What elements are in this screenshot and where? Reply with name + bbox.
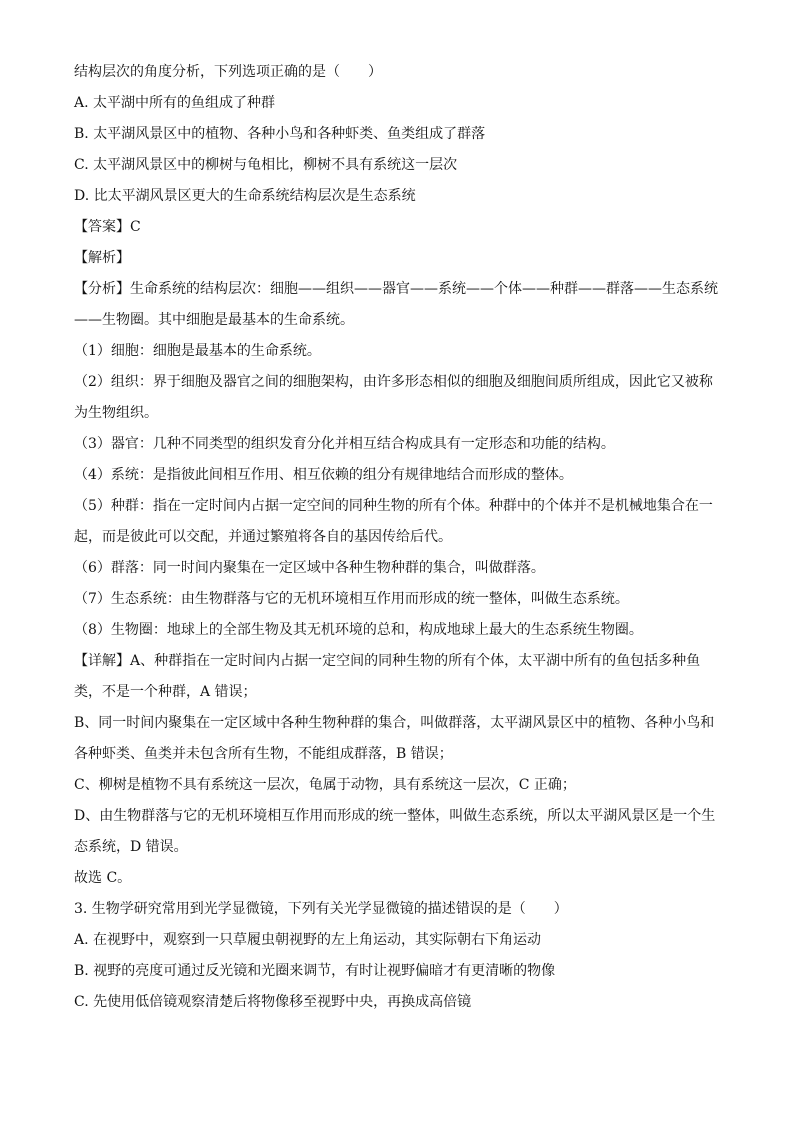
level-line: 起，而是彼此可以交配，并通过繁殖将各自的基因传给后代。 — [74, 529, 452, 545]
q3-option-b: B. 视野的亮度可通过反光镜和光圈来调节，有时让视野偏暗才有更清晰的物像 — [74, 963, 556, 979]
q3-option-a: A. 在视野中，观察到一只草履虫朝视野的左上角运动，其实际朝右下角运动 — [74, 932, 542, 948]
q3-stem: 3. 生物学研究常用到光学显微镜，下列有关光学显微镜的描述错误的是（ ） — [74, 901, 568, 917]
q2-level-6 — [74, 558, 720, 578]
q2-option-b: B. 太平湖风景区中的植物、各种小鸟和各种虾类、鱼类组成了群落 — [74, 126, 486, 142]
q2-detail-a — [74, 651, 720, 702]
level-line: 为生物组织。 — [74, 405, 158, 421]
detail-line: 类，不是一个种群，A 错误； — [74, 684, 257, 700]
detail-line: 【详解】A、种群指在一定时间内占据一定空间的同种生物的所有个体，太平湖中所有的鱼包括多种鱼 — [74, 653, 701, 669]
q2-conclusion: 故选 C。 — [74, 870, 132, 886]
document-page — [74, 62, 720, 1023]
q2-analysis-label: 【解析】 — [74, 250, 130, 266]
level-line: （5）种群：指在一定时间内占据一定空间的同种生物的所有个体。种群中的个体并不是机械地集合在一 — [74, 498, 713, 514]
detail-line: B、同一时间内聚集在一定区域中各种生物种群的集合，叫做群落，太平湖风景区中的植物、各种小鸟和 — [74, 715, 715, 731]
q2-detail-b — [74, 713, 720, 764]
q2-option-d: D. 比太平湖风景区更大的生命系统结构层次是生态系统 — [74, 188, 416, 204]
q2-detail-c — [74, 775, 720, 795]
q2-level-7 — [74, 589, 720, 609]
detail-line: C、柳树是植物不具有系统这一层次，龟属于动物，具有系统这一层次，C 正确； — [74, 777, 576, 793]
level-line: （1）细胞：细胞是最基本的生命系统。 — [74, 343, 321, 359]
level-line: （8）生物圈：地球上的全部生物及其无机环境的总和，构成地球上最大的生态系统生物圈。 — [74, 622, 643, 638]
q2-detail-d — [74, 806, 720, 857]
level-line: （3）器官：几种不同类型的组织发育分化并相互结合构成具有一定形态和功能的结构。 — [74, 436, 615, 452]
q2-level-2 — [74, 372, 720, 423]
q2-level-4 — [74, 465, 720, 485]
q2-level-8 — [74, 620, 720, 640]
q2-option-a: A. 太平湖中所有的鱼组成了种群 — [74, 95, 276, 111]
q2-level-1 — [74, 341, 720, 361]
q3-option-c: C. 先使用低倍镜观察清楚后将物像移至视野中央，再换成高倍镜 — [74, 994, 472, 1010]
q2-analysis-summary — [74, 279, 720, 330]
q2-analysis-line: ——生物圈。其中细胞是最基本的生命系统。 — [74, 312, 354, 328]
q2-option-c: C. 太平湖风景区中的柳树与龟相比，柳树不具有系统这一层次 — [74, 157, 458, 173]
level-line: （2）组织：界于细胞及器官之间的细胞架构，由许多形态相似的细胞及细胞间质所组成，因此它又被称 — [74, 374, 713, 390]
q2-level-3 — [74, 434, 720, 454]
detail-line: 各种虾类、鱼类并未包含所有生物，不能组成群落，B 错误； — [74, 746, 453, 762]
q2-level-5 — [74, 496, 720, 547]
detail-line: 态系统，D 错误。 — [74, 839, 188, 855]
q2-stem-tail: 结构层次的角度分析，下列选项正确的是（ ） — [74, 64, 382, 80]
detail-line: D、由生物群落与它的无机环境相互作用而形成的统一整体，叫做生态系统，所以太平湖风景区是一个生 — [74, 808, 716, 824]
level-line: （6）群落：同一时间内聚集在一定区域中各种生物种群的集合，叫做群落。 — [74, 560, 545, 576]
q2-answer: 【答案】C — [74, 219, 141, 235]
level-line: （7）生态系统：由生物群落与它的无机环境相互作用而形成的统一整体，叫做生态系统。 — [74, 591, 629, 607]
q2-analysis-line: 【分析】生命系统的结构层次：细胞——组织——器官——系统——个体——种群——群落——生态系统 — [74, 281, 718, 297]
level-line: （4）系统：是指彼此间相互作用、相互依赖的组分有规律地结合而形成的整体。 — [74, 467, 573, 483]
